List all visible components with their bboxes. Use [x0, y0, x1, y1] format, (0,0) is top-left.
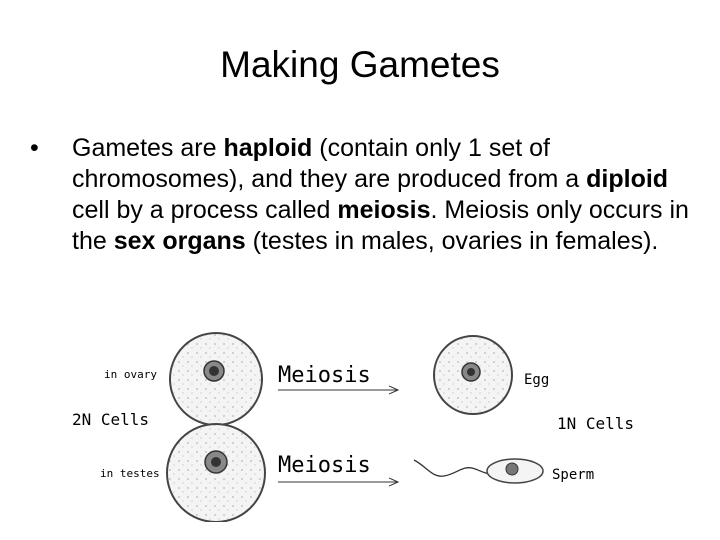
bullet-dot: •: [30, 134, 39, 162]
bullet-text-2: (contain only 1 set of chromosomes), and they are produced from a: [72, 134, 587, 193]
bullet-text-5: (testes in males, ovaries in females).: [245, 227, 659, 255]
term-diploid: diploid: [586, 165, 669, 193]
meiosis-diagram: [60, 332, 660, 522]
meiosis-label-top: Meiosis: [278, 363, 371, 388]
term-meiosis: meiosis: [337, 196, 431, 224]
egg-label: Egg: [524, 372, 550, 388]
sperm-label: Sperm: [552, 467, 595, 483]
label-in-ovary: in ovary: [104, 368, 157, 381]
label-2n-cells: 2N Cells: [72, 410, 150, 429]
bullet-text: [72, 133, 690, 257]
sperm-cell: [414, 459, 543, 483]
bullet-point: [30, 133, 690, 257]
bullet-text-4: . Meiosis only occurs in the: [72, 196, 689, 255]
egg-cell: [434, 336, 512, 414]
diploid-cell-ovary: [170, 333, 262, 425]
meiosis-label-bottom: Meiosis: [278, 453, 371, 478]
term-sex-organs: sex organs: [113, 227, 246, 255]
slide-title: Making Gametes: [220, 44, 500, 85]
bullet-text-1: Gametes are: [72, 134, 224, 162]
label-1n-cells: 1N Cells: [557, 414, 635, 433]
label-in-testes: in testes: [100, 467, 160, 480]
term-haploid: haploid: [223, 134, 313, 162]
bullet-text-3: cell by a process called: [72, 196, 338, 224]
diploid-cell-testes: [167, 424, 265, 522]
